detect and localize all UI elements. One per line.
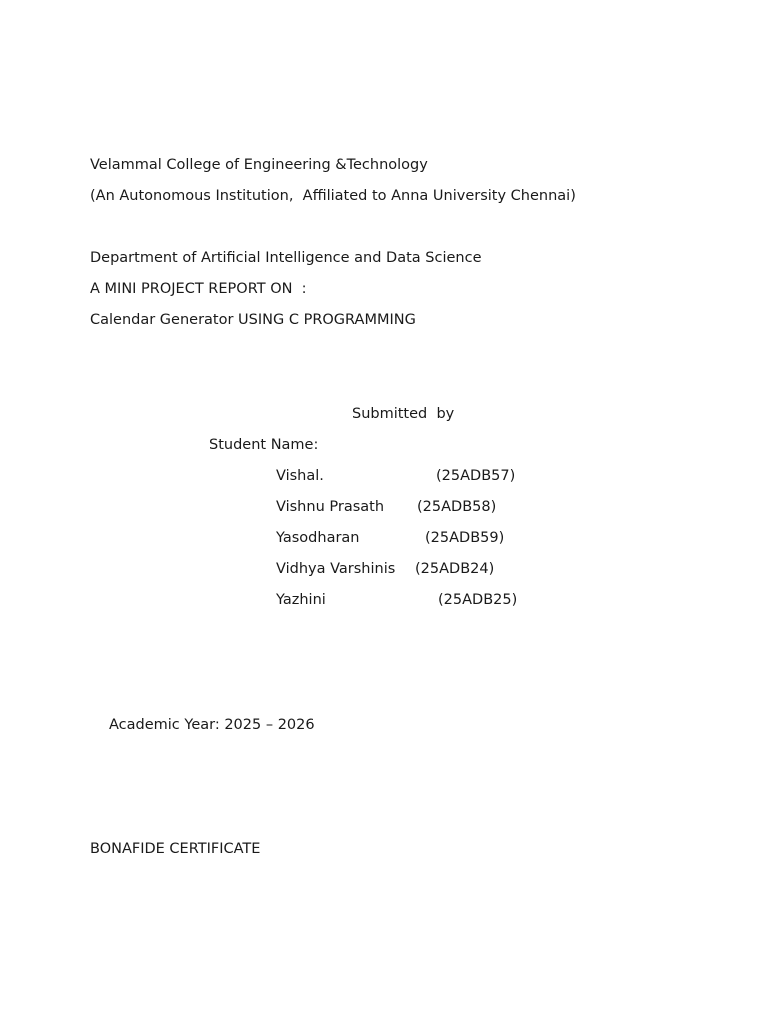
student-id: (25ADB59) — [425, 530, 505, 546]
academic-year: Academic Year: 2025 – 2026 — [109, 717, 315, 733]
college-affiliation: (An Autonomous Institution, Affiliated to Anna University Chennai) — [90, 188, 576, 204]
student-id: (25ADB58) — [417, 499, 497, 515]
department-name: Department of Artificial Intelligence and Data Science — [90, 250, 482, 266]
student-name-label: Student Name: — [209, 437, 319, 453]
certificate-heading: BONAFIDE CERTIFICATE — [90, 841, 261, 857]
report-heading: A MINI PROJECT REPORT ON : — [90, 281, 307, 297]
student-id: (25ADB57) — [436, 468, 516, 484]
submitted-by-label: Submitted by — [352, 406, 455, 422]
student-name: Vishnu Prasath — [276, 499, 385, 515]
student-name: Yasodharan — [276, 530, 360, 546]
college-name: Velammal College of Engineering &Technology — [90, 157, 428, 173]
student-id: (25ADB24) — [415, 561, 495, 577]
student-name: Yazhini — [276, 592, 326, 608]
student-name: Vishal. — [276, 468, 324, 484]
project-title: Calendar Generator USING C PROGRAMMING — [90, 312, 416, 328]
student-id: (25ADB25) — [438, 592, 518, 608]
student-name: Vidhya Varshinis — [276, 561, 396, 577]
